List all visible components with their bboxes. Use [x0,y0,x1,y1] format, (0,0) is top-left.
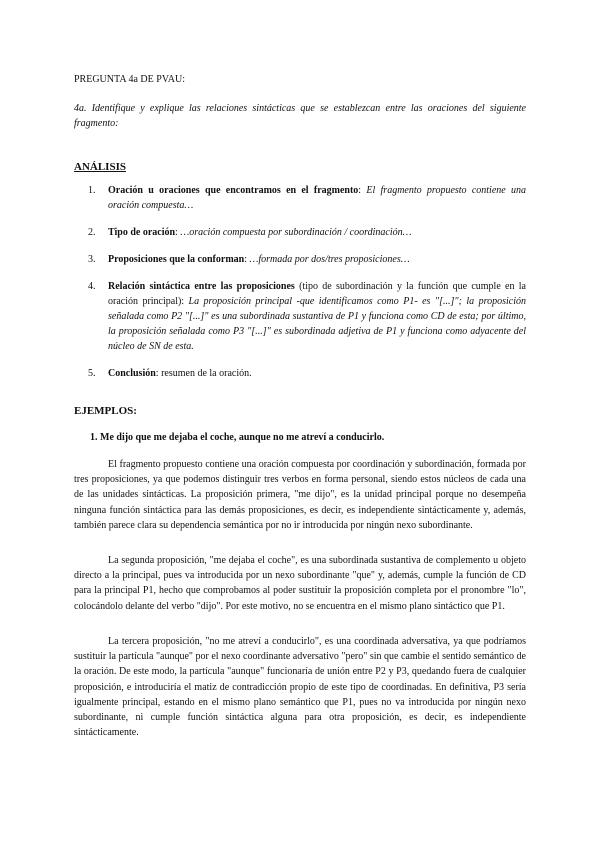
item-number: 5. [88,368,96,379]
example-paragraph: El fragmento propuesto contiene una oración compuesta por coordinación y subordinación, formada por tres proposiciones, ya que podemos distinguir tres verbos en forma personal, siendo estos núcleos de cada una de las unidades sintácticas. La proposición primera, "me dijo", es la unidad principal porque no desempeña ninguna función sintáctica para las demás proposiciones, es decir, es independiente sintácticamente y, además, también parece clara su dependencia semántica por no ir introducida por ningún nexo subordinante. [74,459,526,531]
analysis-item: 3. Proposiciones que la conforman: …formada por dos/tres proposiciones… [88,254,410,265]
item-number: 4. [88,281,96,292]
item-label: Oración u oraciones que encontramos en el fragmento [108,185,359,196]
analysis-item: 1. Oración u oraciones que encontramos en el fragmento: El fragmento propuesto contiene una oración compuesta… [88,185,526,211]
item-text: El fragmento propuesto contiene una oración compuesta… [108,185,526,211]
item-label: Conclusión [108,368,156,379]
item-label: Proposiciones que la conforman [108,254,245,265]
examples-title: EJEMPLOS: [74,405,137,417]
example-paragraph: La segunda proposición, "me dejaba el coche", es una subordinada sustantiva de complemento u objeto directo a la principal, pues va introducida por un nexo subordinante "que" y, además, cumple la función de CD para la principal P1, hecho que comprobamos al poder sustituir la proposición completa por el pronombre "lo", colocándolo delante del verbo "dijo". Por este motivo, no se encuentra en el mismo plano sintáctico que P1. [74,555,526,612]
item-plain: resumen de la oración. [161,368,252,379]
item-number: 1. [88,185,96,196]
item-plain: (tipo de subordinación y la función que cumple en la oración principal): [108,281,526,307]
example-title: 1. Me dijo que me dejaba el coche, aunque no me atreví a conducirlo. [90,432,385,443]
example-paragraph: La tercera proposición, "no me atreví a conducirlo", es una coordinada adversativa, ya que podríamos sustituir la partícula "aunque" por el nexo coordinante adversativo "pero" sin que cambie el sentido semántico de la oración. De este modo, la partícula "aunque" funcionaría de unión entre P2 y P3, quedando fuera de cualquier proposición, e introduciría el matiz de contradicción propio de este tipo de coordinadas. En definitiva, P3 sería igualmente principal, estando en el mismo plano semántico que P1, pues no va introducida por ningún nexo subordinante, ni cumple función sintáctica alguna para otra proposición, es decir, es independiente sintácticamente. [74,636,526,739]
item-number: 2. [88,227,96,238]
item-number: 3. [88,254,96,265]
item-label: Tipo de oración [108,227,176,238]
item-text: …formada por dos/tres proposiciones… [249,254,410,265]
analysis-title: ANÁLISIS [74,161,126,173]
item-text: …oración compuesta por subordinación / coordinación… [180,227,412,238]
analysis-item [88,279,526,354]
analysis-item: 2. Tipo de oración: …oración compuesta por subordinación / coordinación… [88,227,412,238]
task-statement: 4a. Identifique y explique las relaciones sintácticas que se establezcan entre las oraciones del siguiente fragmento: [74,103,526,129]
analysis-list [88,183,526,393]
analysis-item: 5. Conclusión: resumen de la oración. [88,368,252,379]
item-label: Relación sintáctica entre las proposiciones [108,281,295,292]
question-heading: PREGUNTA 4a DE PVAU: [74,74,185,85]
item-text: La proposición principal -que identificamos como P1- es "[...]"; la proposición señalada como P2 "[...]" es una subordinada sustantiva de P1 y funciona como CD de esta; por último, la proposición señalada como P3 "[...]" es subordinada adjetiva de P1 y funciona como adyacente del núcleo de SN de esta. [108,296,526,352]
